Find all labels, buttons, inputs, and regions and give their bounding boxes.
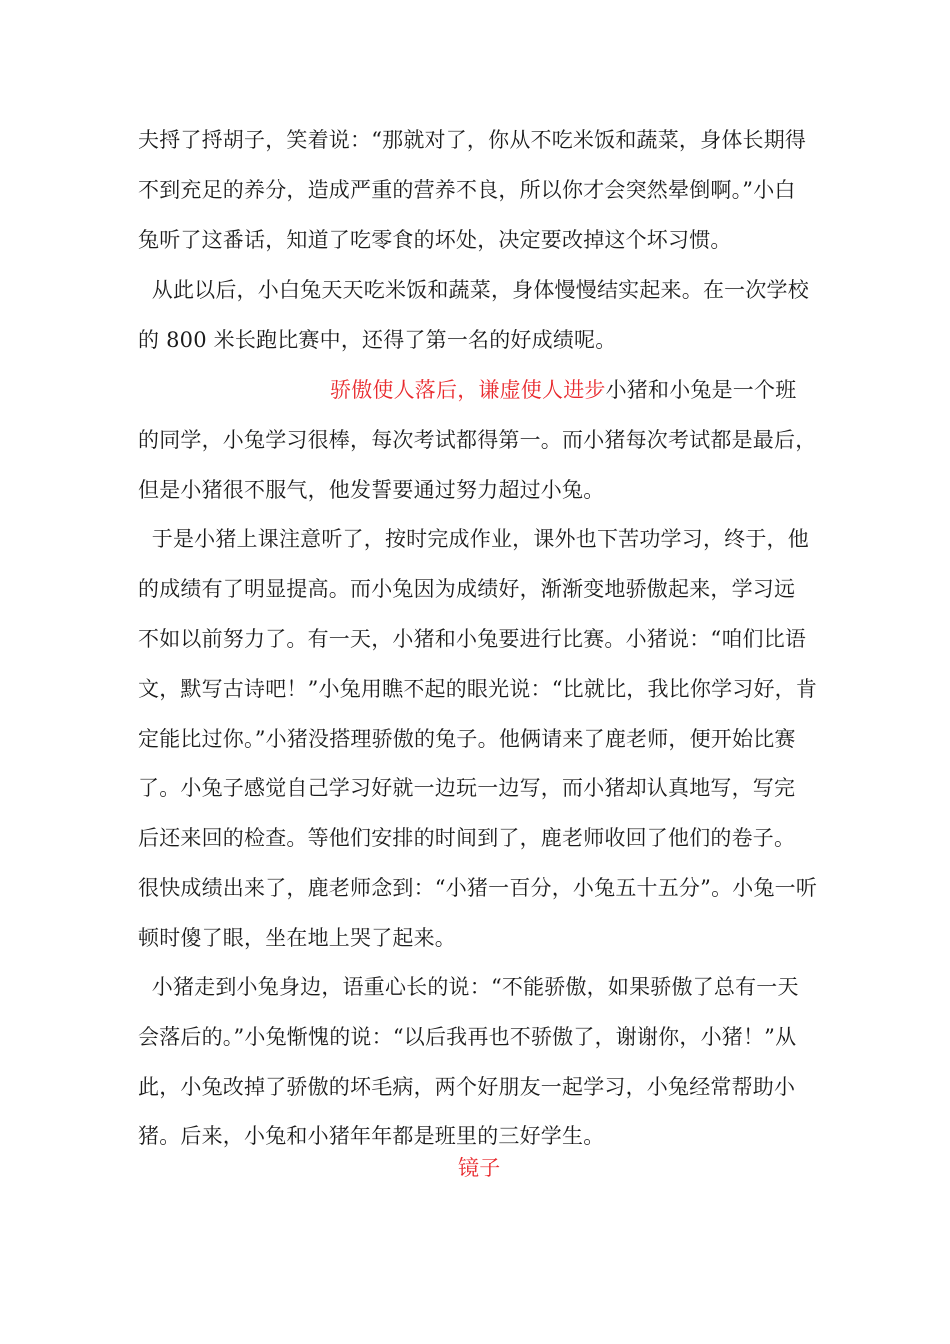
text-line: 文，默写古诗吧！”小兔用瞧不起的眼光说：“比就比，我比你学习好，肯 — [138, 677, 818, 701]
story-title: 骄傲使人落后，谦虚使人进步 — [330, 378, 606, 402]
text-line: 但是小猪很不服气，他发誓要通过努力超过小兔。 — [138, 478, 605, 502]
text-line: 猪。后来，小兔和小猪年年都是班里的三好学生。 — [138, 1124, 605, 1148]
text-line: 会落后的。”小兔惭愧的说：“以后我再也不骄傲了，谢谢你，小猪！”从 — [138, 1025, 797, 1049]
text-line: 了。小兔子感觉自己学习好就一边玩一边写，而小猪却认真地写，写完 — [138, 776, 796, 800]
text-line: 顿时傻了眼，坐在地上哭了起来。 — [138, 926, 456, 950]
text-line: 的成绩有了明显提高。而小兔因为成绩好，渐渐变地骄傲起来，学习远 — [138, 577, 796, 601]
text-line: 不到充足的养分，造成严重的营养不良，所以你才会突然晕倒啊。”小白 — [138, 178, 796, 202]
text-line: 小猪和小兔是一个班 — [605, 378, 797, 402]
story-title: 镜子 — [458, 1156, 501, 1180]
text-line: 夫捋了捋胡子，笑着说：“那就对了，你从不吃米饭和蔬菜，身体长期得 — [138, 128, 807, 152]
paragraph-start-line: 小猪走到小兔身边，语重心长的说：“不能骄傲，如果骄傲了总有一天 — [138, 975, 799, 999]
paragraph-start-line: 从此以后，小白兔天天吃米饭和蔬菜，身体慢慢结实起来。在一次学校 — [138, 278, 809, 302]
text-line: 兔听了这番话，知道了吃零食的坏处，决定要改掉这个坏习惯。 — [138, 228, 732, 252]
text-line: 很快成绩出来了，鹿老师念到：“小猪一百分，小兔五十五分”。小兔一听 — [138, 876, 818, 900]
text-line: 不如以前努力了。有一天，小猪和小兔要进行比赛。小猪说：“咱们比语 — [138, 627, 807, 651]
paragraph-start-line: 于是小猪上课注意听了，按时完成作业，课外也下苦功学习，终于，他 — [138, 527, 809, 551]
text-line: 的同学，小兔学习很棒，每次考试都得第一。而小猪每次考试都是最后， — [138, 428, 817, 452]
story-title-line — [330, 375, 796, 405]
text-line: 的 800 米长跑比赛中，还得了第一名的好成绩呢。 — [138, 328, 617, 352]
text-line: 后还来回的检查。等他们安排的时间到了，鹿老师收回了他们的卷子。 — [138, 826, 796, 850]
text-line: 此，小兔改掉了骄傲的坏毛病，两个好朋友一起学习，小兔经常帮助小 — [138, 1075, 796, 1099]
text-line: 定能比过你。”小猪没搭理骄傲的兔子。他俩请来了鹿老师，便开始比赛 — [138, 727, 796, 751]
